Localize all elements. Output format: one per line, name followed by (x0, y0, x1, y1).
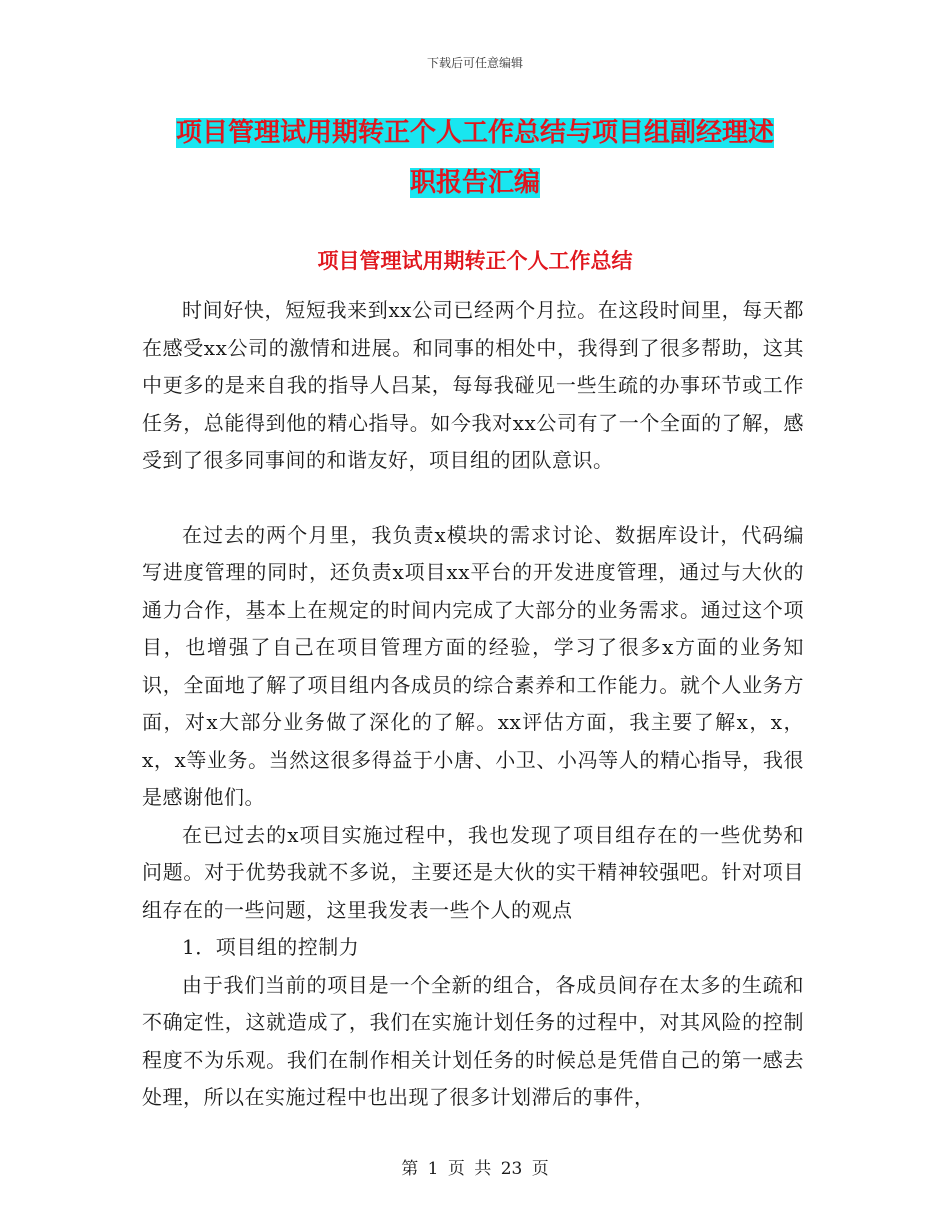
paragraph: 由于我们当前的项目是一个全新的组合，各成员间存在太多的生疏和不确定性，这就造成了，我们在实施计划任务的过程中，对其风险的控制程度不为乐观。我们在制作相关计划任务的时候总是凭借自己的第一感去处理，所以在实施过程中也出现了很多计划滞后的事件， (142, 972, 804, 1109)
page-footer: 第 1 页 共 23 页 (401, 1159, 549, 1179)
list-item-heading: 1．项目组的控制力 (182, 935, 360, 959)
page-header: 下载后可任意编辑 (426, 56, 523, 70)
paragraph: 在过去的两个月里，我负责x模块的需求讨论、数据库设计，代码编写进度管理的同时，还负责x项目xx平台的开发进度管理，通过与大伙的通力合作，基本上在规定的时间内完成了大部分的业务需求。通过这个项目，也增强了自己在项目管理方面的经验，学习了很多x方面的业务知识，全面地了解了项目组内各成员的综合素养和工作能力。就个人业务方面，对x大部分业务做了深化的了解。xx评估方面，我主要了解x，x，x，x等业务。当然这很多得益于小唐、小卫、小冯等人的精心指导，我很是感谢他们。 (142, 522, 804, 809)
document-title (140, 108, 810, 208)
document-body (142, 292, 804, 1117)
section-title: 项目管理试用期转正个人工作总结 (317, 249, 633, 273)
document-title-line-1: 项目管理试用期转正个人工作总结与项目组副经理述 (175, 118, 774, 148)
paragraph: 在已过去的x项目实施过程中，我也发现了项目组存在的一些优势和问题。对于优势我就不多说，主要还是大伙的实干精神较强吧。针对项目组存在的一些问题，这里我发表一些个人的观点 (142, 822, 804, 922)
paragraph: 时间好快，短短我来到xx公司已经两个月拉。在这段时间里，每天都在感受xx公司的激情和进展。和同事的相处中，我得到了很多帮助，这其中更多的是来自我的指导人吕某，每每我碰见一些生疏的办事环节或工作任务，总能得到他的精心指导。如今我对xx公司有了一个全面的了解，感受到了很多同事间的和谐友好，项目组的团队意识。 (142, 298, 804, 472)
document-title-line-2: 职报告汇编 (409, 168, 540, 198)
